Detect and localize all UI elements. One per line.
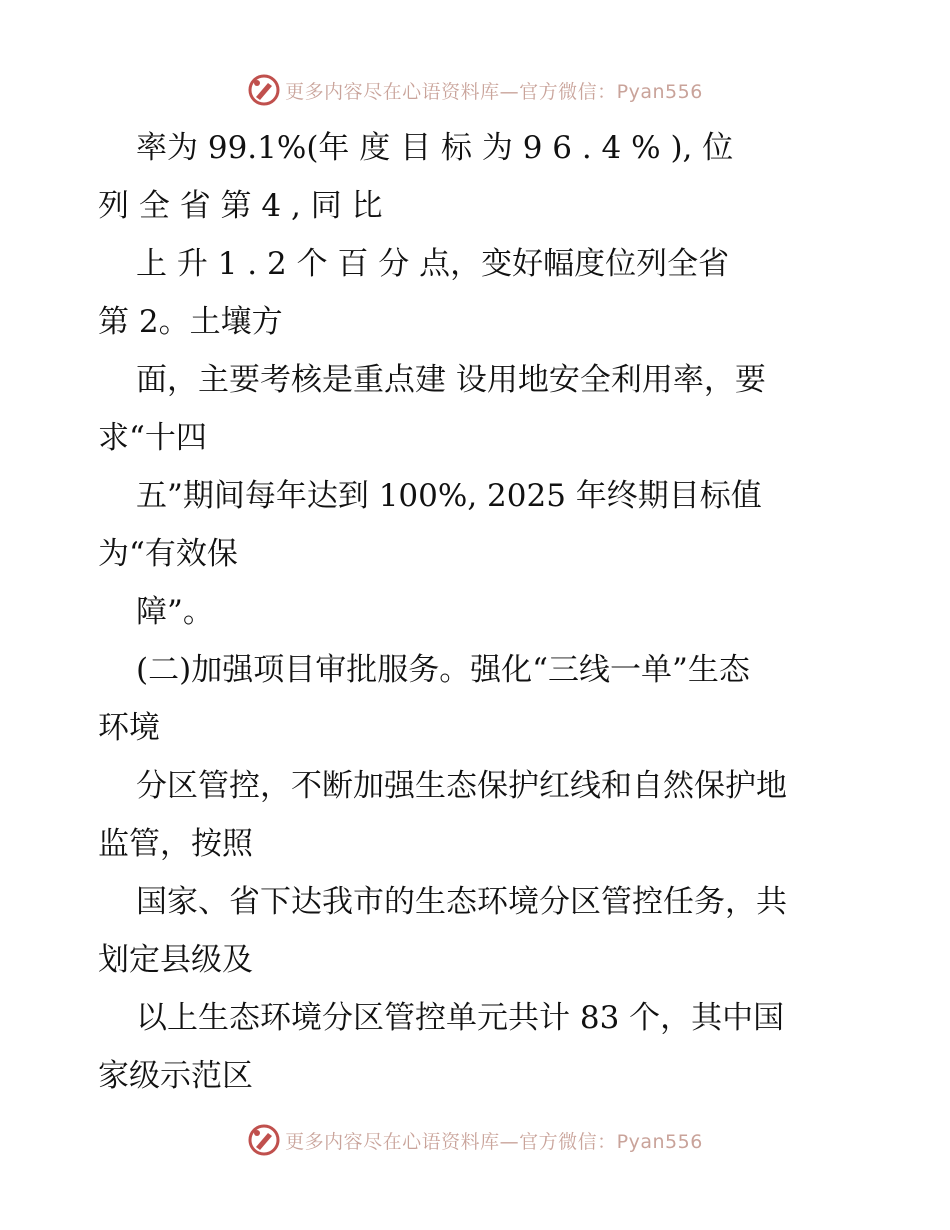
text-line: 五”期间每年达到 100%, 2025 年终期目标值	[136, 478, 762, 514]
text-line: 国家、省下达我市的生态环境分区管控任务，共	[136, 884, 787, 920]
brand-logo-icon	[247, 73, 281, 107]
text-line: 求“十四	[98, 420, 207, 456]
text-line: (二)加强项目审批服务。强化“三线一单”生态	[136, 652, 750, 688]
text-line: 面，主要考核是重点建 设用地安全利用率，要	[136, 362, 766, 398]
text-line: 率为 99.1%(年 度 目 标 为 9 6 . 4 % ), 位	[136, 130, 734, 166]
text-line: 划定县级及	[98, 942, 253, 978]
text-line: 分区管控，不断加强生态保护红线和自然保护地	[136, 768, 787, 804]
watermark-text: 更多内容尽在心语资料库—官方微信：Pyan556	[285, 1130, 703, 1153]
brand-logo-icon	[247, 1123, 281, 1157]
text-line: 列 全 省 第 4 , 同 比	[98, 188, 383, 224]
text-line: 环境	[98, 710, 160, 746]
text-line: 家级示范区	[98, 1058, 253, 1094]
text-line: 第 2。土壤方	[98, 304, 283, 340]
watermark-header	[0, 70, 950, 110]
text-line: 障”。	[136, 594, 214, 630]
text-line: 以上生态环境分区管控单元共计 83 个，其中国	[136, 1000, 785, 1036]
text-line: 上 升 1 . 2 个 百 分 点，变好幅度位列全省	[136, 246, 730, 282]
text-line: 为“有效保	[98, 536, 238, 572]
text-line: 监管，按照	[98, 826, 253, 862]
watermark-footer	[0, 1120, 950, 1160]
watermark-text: 更多内容尽在心语资料库—官方微信：Pyan556	[285, 80, 703, 103]
